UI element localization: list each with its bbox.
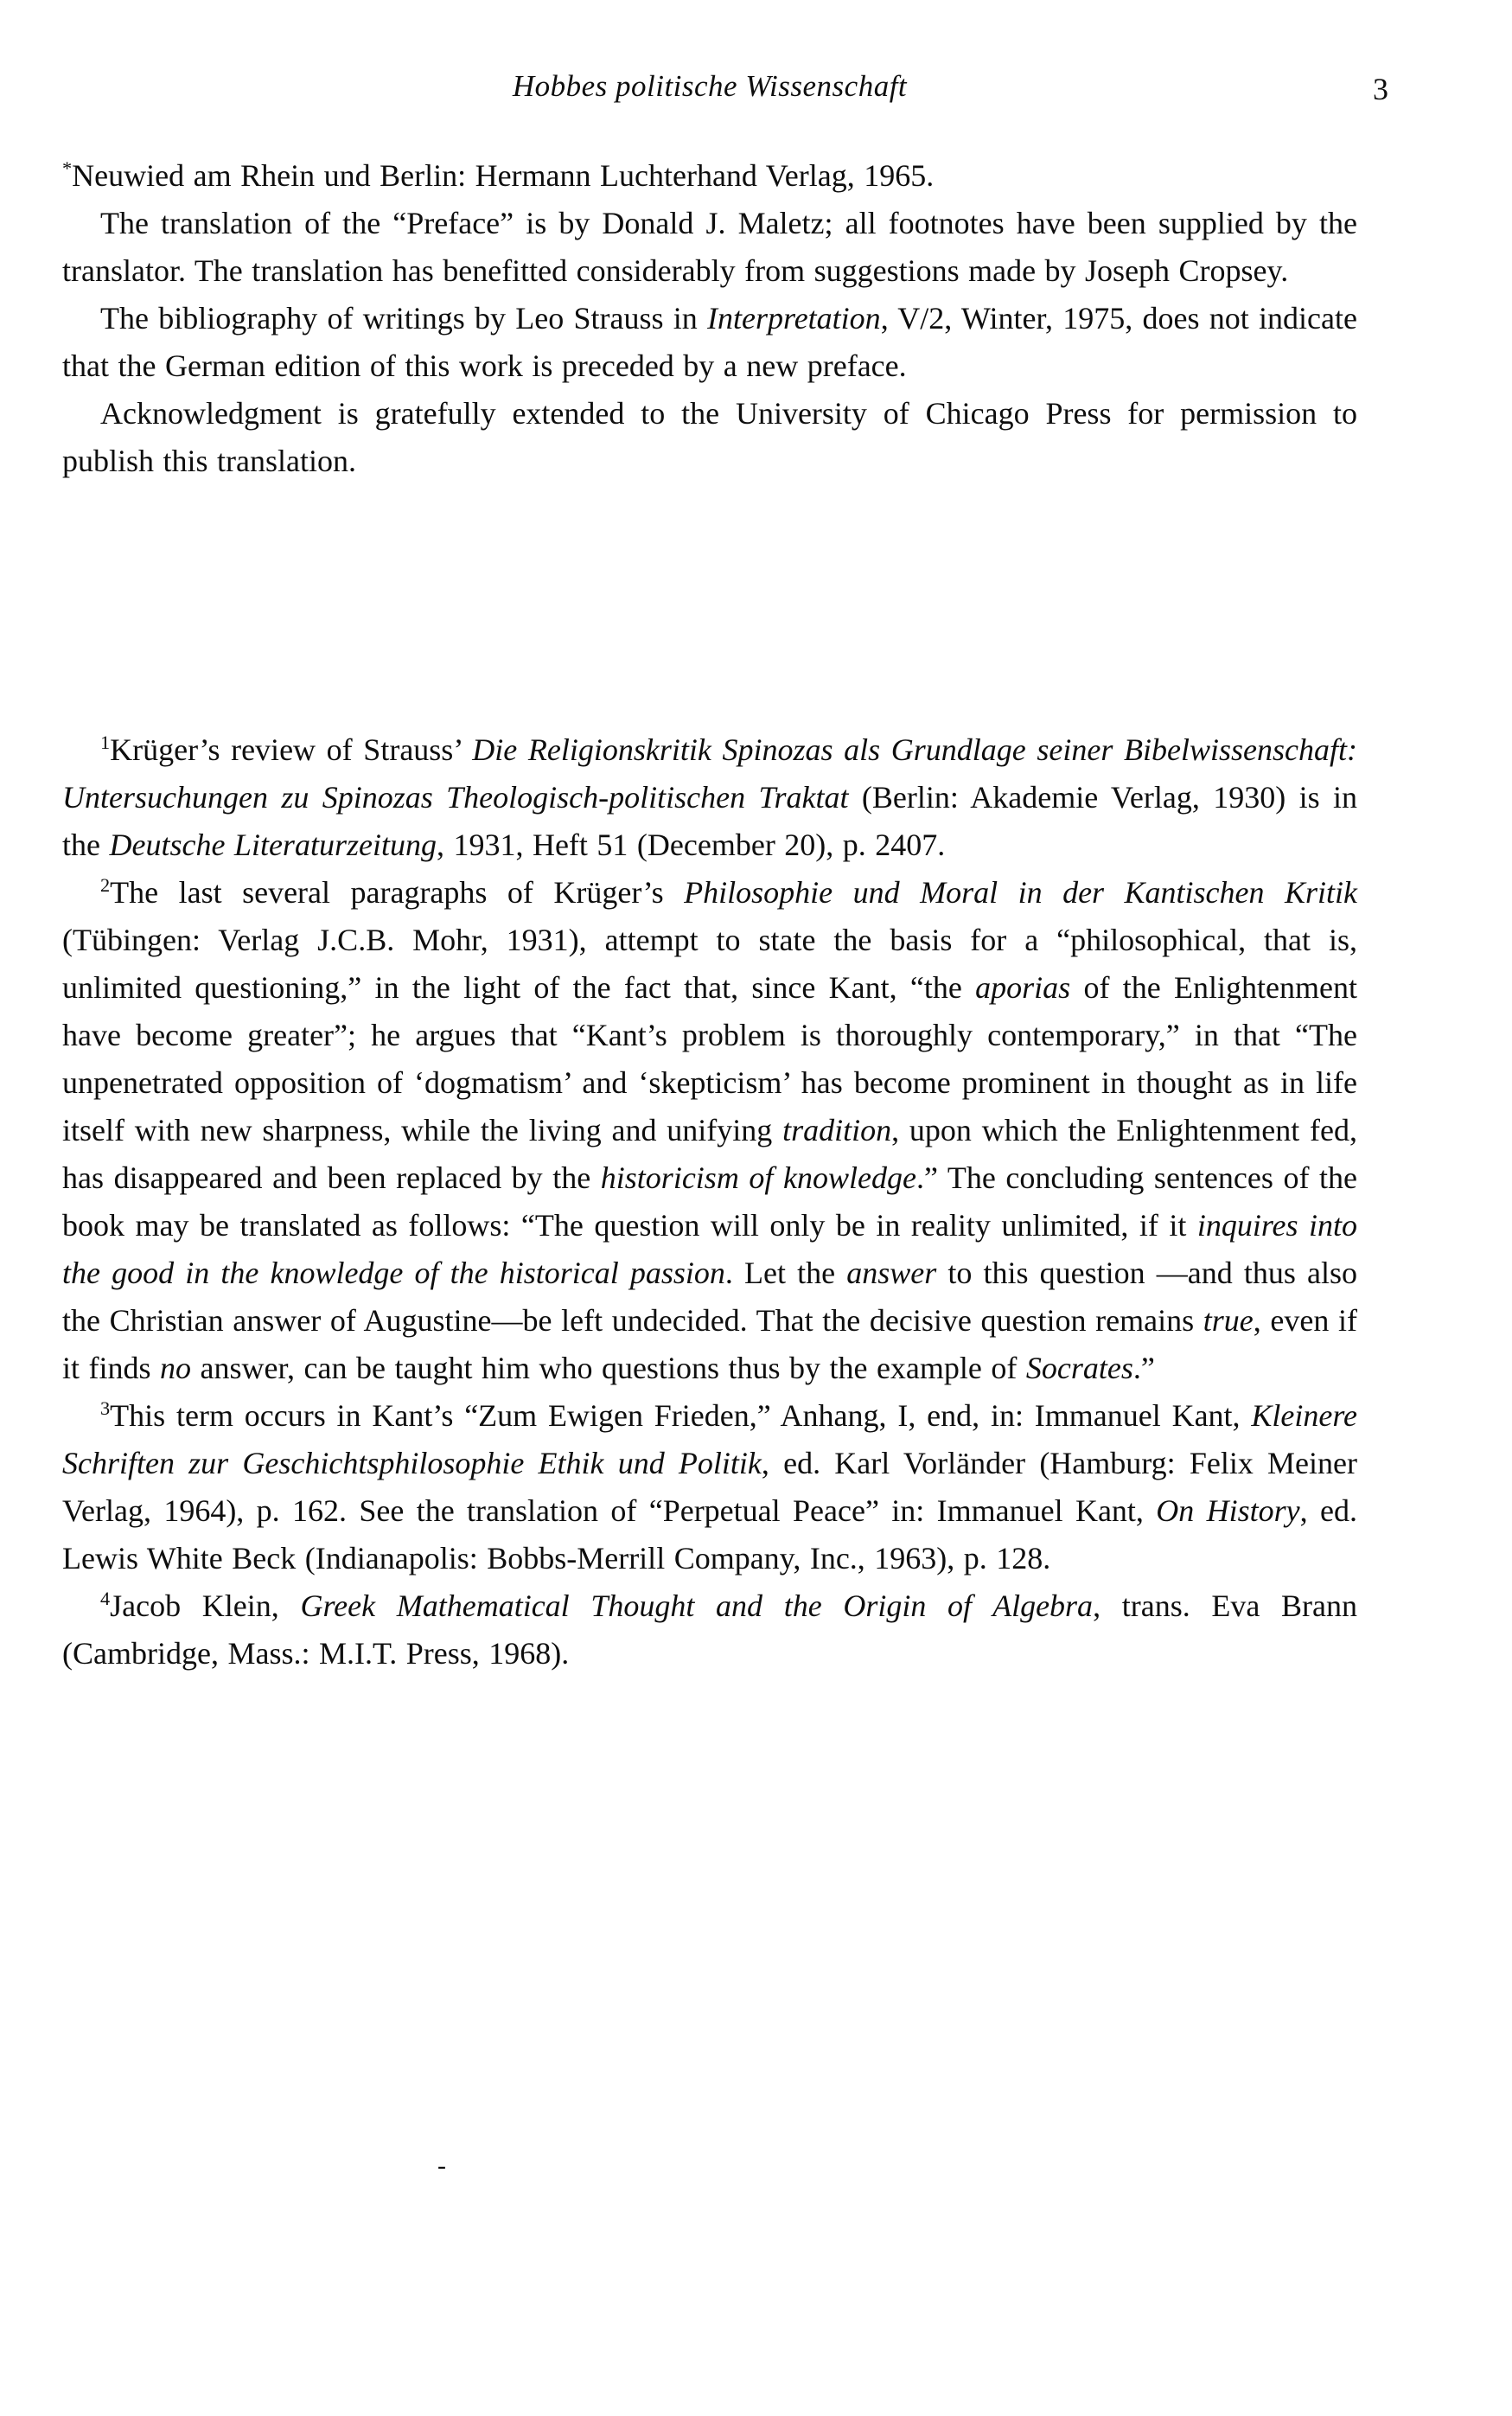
- text-run: Neuwied am Rhein und Berlin: Hermann Luchterhand Verlag, 1965.: [72, 158, 935, 193]
- footnote-marker: 4: [100, 1588, 111, 1609]
- italic-text-run: aporias: [975, 970, 1071, 1005]
- italic-text-run: Kleinere Schriften zur Geschichtsphilosophie Ethik und Politik: [62, 1398, 1357, 1480]
- body-paragraph: [62, 295, 1357, 390]
- scan-artifact-mark: -: [437, 2151, 446, 2180]
- body-text: [62, 152, 1357, 485]
- text-run: .”: [1132, 1351, 1155, 1385]
- italic-text-run: Die Religionskritik Spinozas als Grundlage seiner Bibelwissenschaft: Untersuchungen zu Spinozas Theologisch-politischen Traktat: [62, 732, 1358, 815]
- italic-text-run: Interpretation: [707, 301, 881, 336]
- page-header: [62, 69, 1357, 104]
- footnote: [62, 1582, 1357, 1678]
- text-run: The bibliography of writings by Leo Strauss in: [100, 301, 708, 336]
- footnote-marker: 3: [100, 1397, 111, 1419]
- italic-text-run: On History: [1156, 1493, 1300, 1528]
- italic-text-run: Greek Mathematical Thought and the Origin of Algebra: [300, 1588, 1094, 1623]
- footnote-marker: *: [62, 157, 73, 179]
- footnote: [62, 869, 1357, 1392]
- italic-text-run: historicism of knowledge: [600, 1160, 916, 1195]
- text-run: , ed. Karl Vorländer (Hamburg: Felix Meiner Verlag, 1964), p. 162. See the translation of “Perpetual Peace” in: Immanuel Kant,: [62, 1446, 1357, 1528]
- italic-text-run: Socrates: [1025, 1351, 1133, 1385]
- italic-text-run: no: [160, 1351, 192, 1385]
- text-run: .” The concluding sentences of the book may be translated as follows: “The question will only be in reality unlimited, if it: [62, 1160, 1358, 1243]
- italic-text-run: tradition: [782, 1113, 892, 1147]
- page-number: 3: [1373, 72, 1388, 106]
- italic-text-run: Deutsche Literaturzeitung: [109, 828, 437, 862]
- body-paragraph: [62, 152, 1357, 200]
- footnote: [62, 1392, 1357, 1582]
- text-run: , V/2, Winter, 1975, does not indicate that the German edition of this work is preceded by a new preface.: [62, 301, 1357, 383]
- text-run: (Tübingen: Verlag J.C.B. Mohr, 1931), attempt to state the basis for a “philosophical, that is, unlimited questioning,” in the light of the fact that, since Kant, “the: [62, 923, 1357, 1005]
- text-run: The last several paragraphs of Krüger’s: [110, 875, 685, 910]
- text-run: , 1931, Heft 51 (December 20), p. 2407.: [436, 828, 946, 862]
- text-run: , even if it finds: [62, 1303, 1357, 1385]
- text-run: to this question —and thus also the Christian answer of Augustine—be left undecided. That the decisive question remains: [62, 1256, 1357, 1338]
- italic-text-run: answer: [846, 1256, 937, 1290]
- footnote-marker: 1: [100, 732, 111, 753]
- text-run: , trans. Eva Brann (Cambridge, Mass.: M.I.T. Press, 1968).: [62, 1588, 1358, 1671]
- italic-text-run: true: [1203, 1303, 1254, 1338]
- text-run: Acknowledgment is gratefully extended to the University of Chicago Press for permission to publish this translation.: [62, 396, 1357, 478]
- body-paragraph: [62, 200, 1357, 295]
- text-run: Krüger’s review of Strauss’: [110, 732, 473, 767]
- italic-text-run: Philosophie und Moral in der Kantischen Kritik: [684, 875, 1358, 910]
- text-run: This term occurs in Kant’s “Zum Ewigen Frieden,” Anhang, I, end, in: Immanuel Kant,: [110, 1398, 1252, 1433]
- running-head-title: Hobbes politische Wissenschaft: [512, 69, 908, 103]
- footnotes-section: [62, 726, 1357, 1678]
- text-run: , ed. Lewis White Beck (Indianapolis: Bobbs-Merrill Company, Inc., 1963), p. 128.: [62, 1493, 1357, 1576]
- text-run: , upon which the Enlightenment fed, has disappeared and been replaced by the: [62, 1113, 1357, 1195]
- text-run: Jacob Klein,: [110, 1588, 301, 1623]
- text-run: . Let the: [724, 1256, 847, 1290]
- footnote: [62, 726, 1357, 869]
- body-paragraph: [62, 390, 1357, 485]
- footnote-marker: 2: [100, 874, 111, 896]
- text-run: of the Enlightenment have become greater”; he argues that “Kant’s problem is thoroughly contemporary,” in that “The unpenetrated opposition of ‘dogmatism’ and ‘skepticism’ has become prominent in thought as in life itself with new sharpness, while the living and unifying: [62, 970, 1357, 1147]
- italic-text-run: inquires into the good in the knowledge of the historical passion: [62, 1208, 1358, 1290]
- text-run: answer, can be taught him who questions thus by the example of: [191, 1351, 1026, 1385]
- text-run: The translation of the “Preface” is by Donald J. Maletz; all footnotes have been supplied by the translator. The translation has benefitted considerably from suggestions made by Joseph Cropsey.: [62, 206, 1357, 288]
- text-run: (Berlin: Akademie Verlag, 1930) is in the: [62, 780, 1358, 862]
